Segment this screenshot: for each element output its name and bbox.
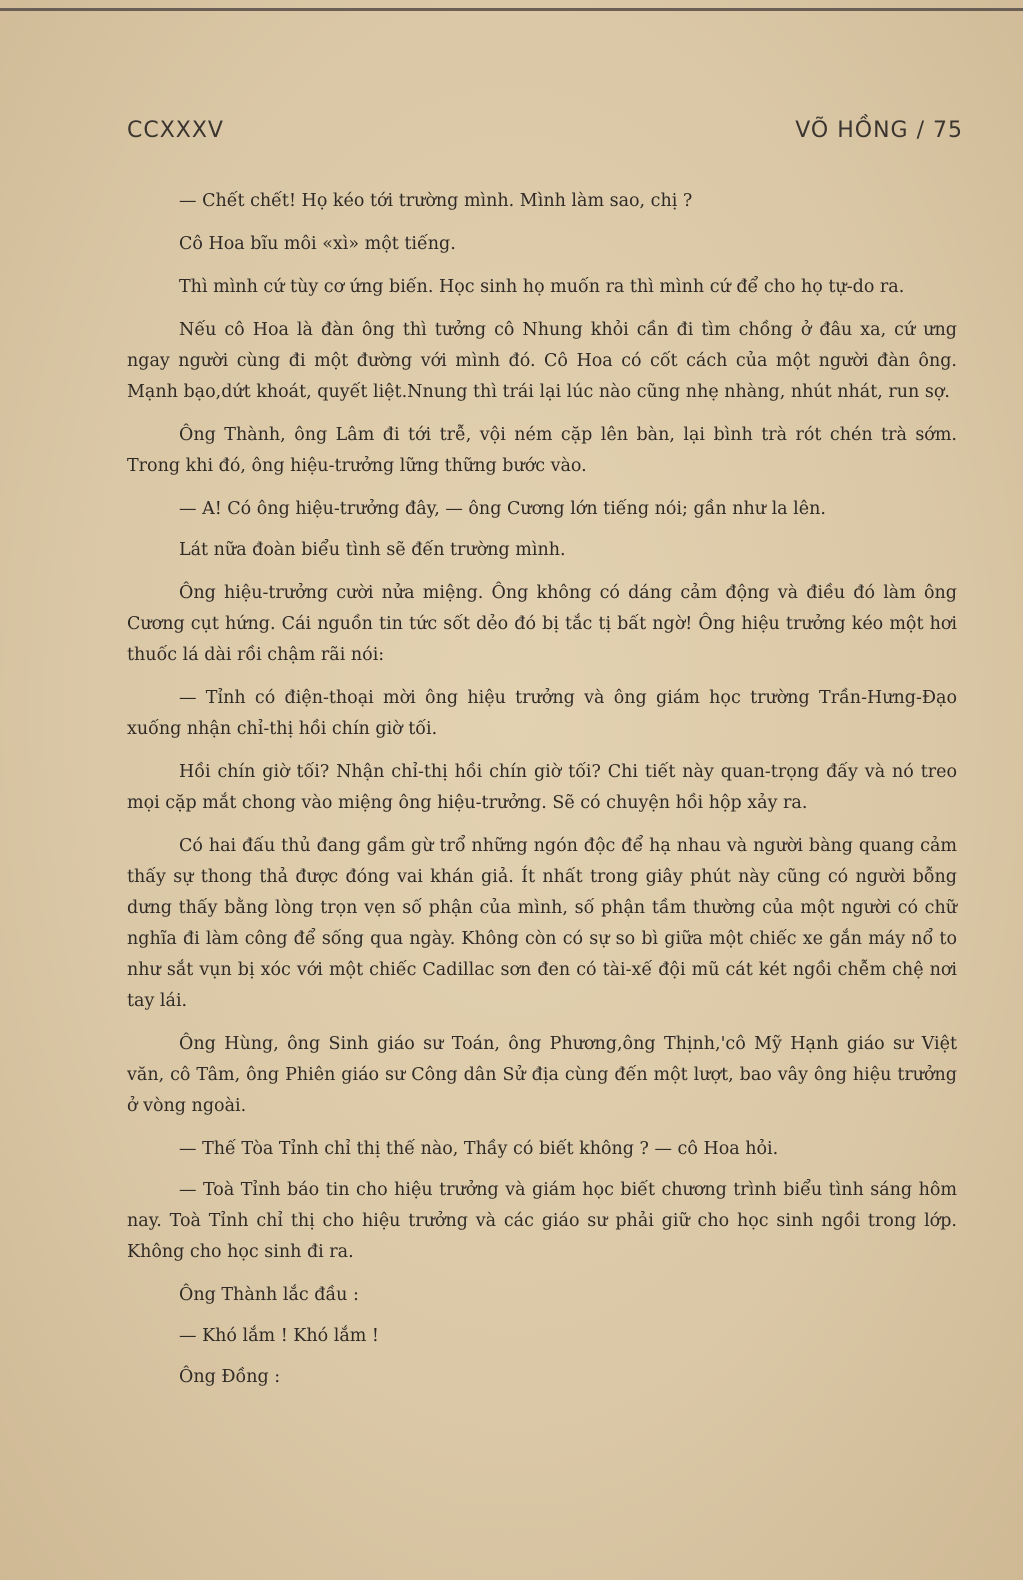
paragraph: — Thế Tòa Tỉnh chỉ thị thế nào, Thầy có biết không ? — cô Hoa hỏi. (179, 1139, 779, 1159)
paragraph: Ông Thành lắc đầu : (179, 1285, 359, 1305)
body-text (127, 186, 957, 1403)
author-page-number: VÕ HỒNG / 75 (795, 118, 963, 143)
running-header (127, 118, 963, 143)
paragraph: — Toà Tỉnh báo tin cho hiệu trưởng và giám học biết chương trình biểu tình sáng hôm nay. Toà Tỉnh chỉ thị cho hiệu trưởng và các giáo sư phải giữ cho học sinh ngồi trong lớp. Không cho học sinh đi ra. (127, 1180, 957, 1262)
paragraph: Thì mình cứ tùy cơ ứng biến. Học sinh họ muốn ra thì mình cứ để cho họ tự-do ra. (179, 277, 905, 297)
paragraph: — Chết chết! Họ kéo tới trường mình. Mình làm sao, chị ? (179, 191, 693, 211)
paragraph: Ông Thành, ông Lâm đi tới trễ, vội ném cặp lên bàn, lại bình trà rót chén trà sớm. Trong khi đó, ông hiệu-trưởng lững thững bước vào. (127, 425, 957, 476)
paragraph: Ông hiệu-trưởng cười nửa miệng. Ông không có dáng cảm động và điều đó làm ông Cương cụt hứng. Cái nguồn tin tức sốt dẻo đó bị tắc tị bất ngờ! Ông hiệu trưởng kéo một hơi thuốc lá dài rồi chậm rãi nói: (127, 583, 957, 665)
paragraph: — Tỉnh có điện-thoại mời ông hiệu trưởng và ông giám học trường Trần-Hưng-Đạo xuống nhận chỉ-thị hồi chín giờ tối. (127, 688, 957, 739)
paragraph: Ông Đồng : (179, 1367, 281, 1387)
paragraph: Ông Hùng, ông Sinh giáo sư Toán, ông Phương,ông Thịnh,'cô Mỹ Hạnh giáo sư Việt văn, cô Tâm, ông Phiên giáo sư Công dân Sử địa cùng đến một lượt, bao vây ông hiệu trưởng ở vòng ngoài. (127, 1034, 957, 1116)
paragraph: — A! Có ông hiệu-trưởng đây, — ông Cương lớn tiếng nói; gần như la lên. (179, 499, 826, 519)
paragraph: Cô Hoa bĩu môi «xì» một tiếng. (179, 234, 456, 254)
paragraph: — Khó lắm ! Khó lắm ! (179, 1326, 379, 1346)
page-top-edge (0, 8, 1023, 11)
paragraph: Nếu cô Hoa là đàn ông thì tưởng cô Nhung khỏi cần đi tìm chồng ở đâu xa, cứ ưng ngay người cùng đi một đường với mình đó. Cô Hoa có cốt cách của một người đàn ông. Mạnh bạo,dứt khoát, quyết liệt.Nnung thì trái lại lúc nào cũng nhẹ nhàng, nhút nhát, run sợ. (127, 320, 957, 402)
paragraph: Lát nữa đoàn biểu tình sẽ đến trường mình. (179, 540, 566, 560)
chapter-number: CCXXXV (127, 118, 224, 143)
paragraph: Có hai đấu thủ đang gầm gừ trổ những ngón độc để hạ nhau và người bàng quang cảm thấy sự thong thả được đóng vai khán giả. Ít nhất trong giây phút này cũng có người bỗng dưng thấy bằng lòng trọn vẹn số phận của mình, số phận tầm thường của một người có chữ nghĩa đi làm công để sống qua ngày. Không còn có sự so bì giữa một chiếc xe gắn máy nổ to như sắt vụn bị xóc với một chiếc Cadillac sơn đen có tài-xế đội mũ cát két ngồi chễm chệ nơi tay lái. (127, 836, 957, 1011)
paragraph: Hồi chín giờ tối? Nhận chỉ-thị hồi chín giờ tối? Chi tiết này quan-trọng đấy và nó treo mọi cặp mắt chong vào miệng ông hiệu-trưởng. Sẽ có chuyện hồi hộp xảy ra. (127, 762, 957, 813)
